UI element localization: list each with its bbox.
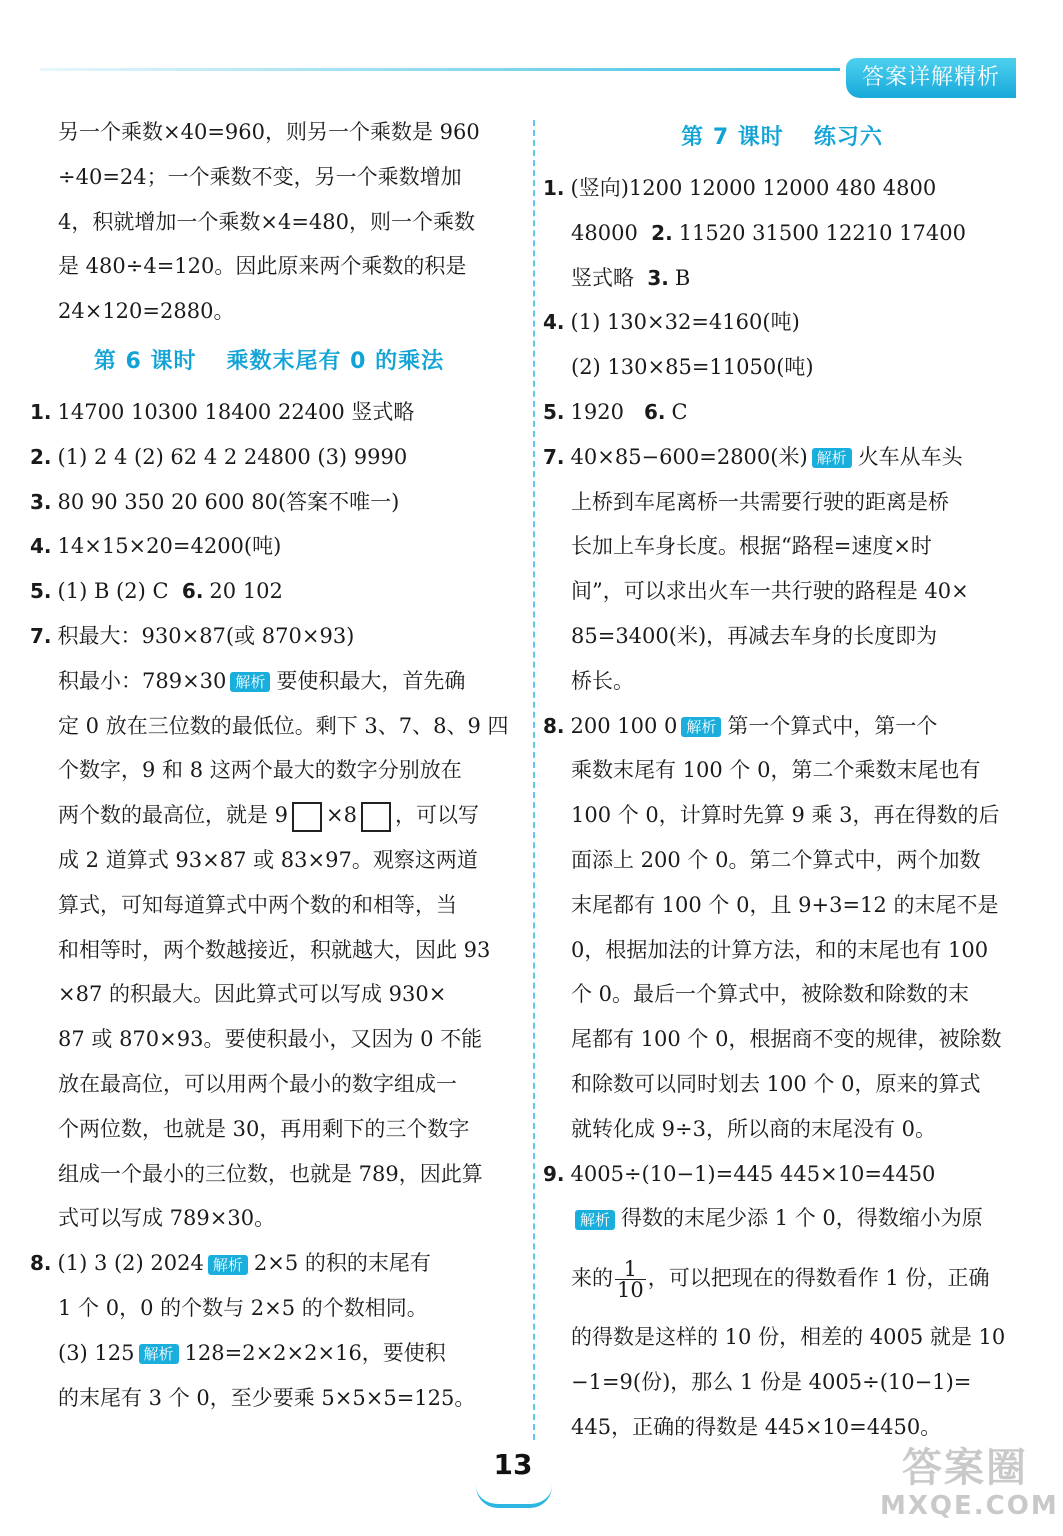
- text-line: 和除数可以同时划去 100 个 0，原来的算式: [571, 1071, 981, 1096]
- text-line: 成 2 道算式 93×87 或 83×97。观察这两道: [58, 847, 478, 872]
- lesson-label: 第 7 课时: [681, 125, 784, 150]
- answer-text: 20 102: [209, 579, 283, 604]
- text-line: 个 0。最后一个算式中，被除数和除数的末: [571, 982, 970, 1007]
- answer-3: [543, 256, 1021, 301]
- text-line: 100 个 0，计算时先算 9 乘 3，再在得数的后: [571, 803, 1000, 828]
- text-line: 长加上车身长度。根据“路程=速度×时: [571, 534, 932, 559]
- question-number: 6.: [644, 399, 666, 424]
- answer-1: [30, 390, 508, 435]
- question-number: 4.: [543, 310, 565, 335]
- fraction-denominator: 10: [617, 1278, 644, 1303]
- analysis-text: 火车从车头: [857, 444, 963, 469]
- answer-2: [543, 211, 1021, 256]
- analysis-text: 2×5 的积的末尾有: [253, 1251, 431, 1276]
- text-line: 是 480÷4=120。因此原来两个乘数的积是: [58, 254, 467, 279]
- question-number: 7.: [543, 444, 565, 469]
- text-line: ÷40=24；一个乘数不变，另一个乘数增加: [58, 164, 462, 189]
- header-rule: [40, 68, 840, 71]
- header-badge: 答案详解精析: [846, 58, 1016, 98]
- text-line: [543, 1196, 1021, 1241]
- question-number: 2.: [30, 444, 52, 469]
- text-line: 个两位数，也就是 30，再用剩下的三个数字: [58, 1116, 470, 1141]
- answer-8: [30, 1241, 508, 1286]
- analysis-text: 第一个算式中，第一个: [727, 713, 938, 738]
- question-number: 6.: [181, 579, 204, 604]
- analysis-tag: 解析: [208, 1255, 248, 1275]
- answer-text: (1) B (2) C: [57, 579, 169, 604]
- answer-text: C: [671, 399, 688, 424]
- question-number: 8.: [543, 713, 565, 738]
- text-line: 上桥到车尾离桥一共需要行驶的距离是桥: [571, 489, 949, 514]
- answer-8: [543, 704, 1021, 749]
- page-number: 13: [493, 1448, 533, 1481]
- analysis-text: 128=2×2×2×16，要使积: [184, 1340, 446, 1365]
- text-line: 放在最高位，可以用两个最小的数字组成一: [58, 1071, 457, 1096]
- text-line: 1 个 0，0 的个数与 2×5 的个数相同。: [58, 1295, 428, 1320]
- lesson-title: 练习六: [813, 125, 883, 150]
- question-number: 7.: [30, 623, 52, 648]
- text-line: 24×120=2880。: [58, 299, 235, 324]
- text-line: 间”，可以求出火车一共行驶的路程是 40×: [571, 579, 969, 604]
- question-number: 9.: [543, 1161, 565, 1186]
- answer-text: (1) 2 4 (2) 62 4 2 24800 (3) 9990: [57, 444, 408, 469]
- text-line: 就转化成 9÷3，所以商的末尾没有 0。: [571, 1116, 937, 1141]
- column-divider: [533, 120, 535, 1440]
- lesson-title: 乘数末尾有 0 的乘法: [226, 348, 445, 374]
- analysis-text: ，可以把现在的得数看作 1 份，正确: [647, 1266, 990, 1291]
- analysis-tag: 解析: [681, 717, 721, 737]
- answer-text: 竖式略: [571, 265, 634, 290]
- page-number-arc: [476, 1486, 552, 1508]
- text-line: 式可以写成 789×30。: [58, 1206, 276, 1231]
- text-line: 个数字，9 和 8 这两个最大的数字分别放在: [58, 758, 462, 783]
- text-line: 另一个乘数×40=960，则另一个乘数是 960: [58, 120, 480, 144]
- question-number: 4.: [30, 534, 52, 559]
- text-line: 乘数末尾有 100 个 0，第二个乘数末尾也有: [571, 758, 981, 783]
- answer-4: [543, 300, 1021, 345]
- answer-text: 200 100 0: [570, 713, 678, 738]
- text-line: 的末尾有 3 个 0，至少要乘 5×5×5=125。: [58, 1385, 476, 1410]
- section-heading-lesson-7: [543, 110, 1021, 166]
- section-heading-lesson-6: [30, 334, 508, 390]
- fraction-numerator: 1: [615, 1259, 646, 1280]
- answer-7: [30, 614, 508, 659]
- watermark-logo: [880, 1445, 1059, 1530]
- watermark-text: 答案圈: [902, 1445, 1028, 1491]
- answer-text: 4005÷(10−1)=445 445×10=4450: [570, 1161, 936, 1186]
- text-line: ×87 的积最大。因此算式可以写成 930×: [58, 982, 447, 1007]
- text-line: 尾都有 100 个 0，根据商不变的规律，被除数: [571, 1027, 1002, 1052]
- text-line: −1=9(份)，那么 1 份是 4005÷(10−1)=: [571, 1369, 972, 1394]
- answer-3: [30, 480, 508, 525]
- text-line: 0，根据加法的计算方法，和的末尾也有 100: [571, 937, 989, 962]
- analysis-text: 得数的末尾少添 1 个 0，得数缩小为原: [621, 1206, 983, 1231]
- text-line: 末尾都有 100 个 0，且 9+3=12 的末尾不是: [571, 892, 999, 917]
- text-line: 85=3400(米)，再减去车身的长度即为: [571, 623, 938, 648]
- text-line: 算式，可知每道算式中两个数的和相等，当: [58, 892, 457, 917]
- right-column: [543, 110, 1021, 1450]
- analysis-text: 要使积最大，首先确: [276, 668, 466, 693]
- answer-text: 14700 10300 18400 22400 竖式略: [57, 399, 415, 424]
- question-number: 5.: [30, 579, 52, 604]
- answer-2: [30, 435, 508, 480]
- text-line: (2) 130×85=11050(吨): [571, 355, 814, 380]
- text-line: [30, 793, 508, 838]
- question-number: 3.: [647, 265, 669, 290]
- text-line: 4，积就增加一个乘数×4=480，则一个乘数: [58, 209, 475, 234]
- blank-box: [361, 802, 391, 832]
- answer-text: (1) 130×32=4160(吨): [570, 310, 800, 335]
- answer-5-6: [543, 390, 1021, 435]
- analysis-text: ，可以写: [395, 803, 480, 828]
- analysis-tag: 解析: [812, 448, 852, 468]
- question-number: 2.: [651, 220, 673, 245]
- answer-text: 积最大：930×87(或 870×93): [57, 623, 355, 648]
- answer-text: 48000: [571, 220, 638, 245]
- fraction: [615, 1257, 646, 1303]
- left-column: [30, 110, 508, 1420]
- analysis-text: 两个数的最高位，就是 9: [58, 803, 289, 828]
- answer-text: (3) 125: [58, 1340, 135, 1365]
- question-number: 1.: [543, 176, 565, 200]
- answer-1: [543, 166, 1021, 211]
- text-line: 面添上 200 个 0。第二个算式中，两个加数: [571, 847, 981, 872]
- question-number: 1.: [30, 399, 52, 424]
- answer-text: 11520 31500 12210 17400: [678, 220, 966, 245]
- answer-text: (竖向)1200 12000 12000 480 4800: [570, 176, 937, 200]
- answer-4: [30, 524, 508, 569]
- answer-text: 14×15×20=4200(吨): [57, 534, 282, 559]
- text-line: 445，正确的得数是 445×10=4450。: [571, 1414, 942, 1439]
- answer-text: 1920: [570, 399, 624, 424]
- text-line: [30, 1331, 508, 1376]
- answer-9: [543, 1152, 1021, 1197]
- watermark-url: MXQE.COM: [880, 1491, 1059, 1521]
- text-line: 和相等时，两个数越接近，积就越大，因此 93: [58, 937, 491, 962]
- text-line: 定 0 放在三位数的最低位。剩下 3、7、8、9 四: [58, 713, 509, 738]
- analysis-text: ×8: [326, 803, 358, 828]
- question-number: 8.: [30, 1251, 52, 1276]
- text-line: [543, 1241, 1021, 1315]
- question-number: 5.: [543, 399, 565, 424]
- analysis-tag: 解析: [575, 1210, 615, 1230]
- answer-5-6: [30, 569, 508, 614]
- lesson-label: 第 6 课时: [93, 348, 197, 374]
- answer-7: [543, 435, 1021, 480]
- text-line: 桥长。: [571, 668, 634, 693]
- text-line: [30, 659, 508, 704]
- answer-text: 80 90 350 20 600 80(答案不唯一): [57, 489, 400, 514]
- answer-text: 积最小：789×30: [58, 668, 227, 693]
- analysis-tag: 解析: [230, 672, 270, 692]
- blank-box: [292, 802, 322, 832]
- text-line: 组成一个最小的三位数，也就是 789，因此算: [58, 1161, 483, 1186]
- question-number: 3.: [30, 489, 52, 514]
- answer-text: 40×85−600=2800(米): [570, 444, 808, 469]
- answer-text: (1) 3 (2) 2024: [57, 1251, 204, 1276]
- text-line: 87 或 870×93。要使积最小，又因为 0 不能: [58, 1027, 483, 1052]
- text-line: 的得数是这样的 10 份，相差的 4005 就是 10: [571, 1325, 1006, 1350]
- analysis-text: 来的: [571, 1266, 613, 1291]
- answer-text: B: [674, 265, 691, 290]
- analysis-tag: 解析: [139, 1344, 179, 1364]
